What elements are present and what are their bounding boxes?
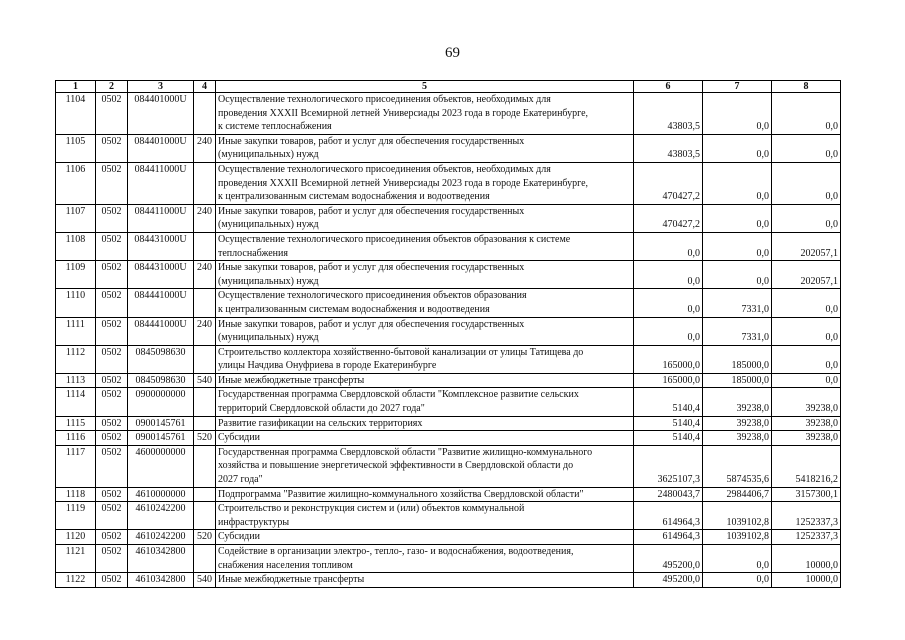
amount-col8-cell: 1252337,3 [772, 530, 841, 545]
section-code-cell: 0502 [96, 162, 128, 204]
amount-col8-cell: 0,0 [772, 289, 841, 317]
row-number-cell: 1122 [56, 573, 96, 588]
column-header: 8 [772, 81, 841, 93]
amount-col8-cell: 39238,0 [772, 416, 841, 431]
description-cell [216, 445, 634, 487]
expense-type-cell [194, 388, 216, 416]
amount-col6-cell: 0,0 [634, 232, 703, 260]
description-cell [216, 530, 634, 545]
table-row [56, 232, 841, 260]
amount-col7-cell: 1039102,8 [703, 530, 772, 545]
amount-col6-cell: 165000,0 [634, 345, 703, 373]
row-number-cell: 1116 [56, 431, 96, 446]
description-line: к централизованным системам водоснабжения и водоотведения [218, 303, 490, 315]
column-header: 4 [194, 81, 216, 93]
expense-type-cell [194, 502, 216, 530]
expense-type-cell [194, 445, 216, 487]
section-code-cell: 0502 [96, 416, 128, 431]
target-article-cell: 0900145761 [128, 431, 194, 446]
amount-col8-cell: 0,0 [772, 93, 841, 135]
amount-col8-cell: 5418216,2 [772, 445, 841, 487]
target-article-cell: 4610242200 [128, 502, 194, 530]
expense-type-cell: 520 [194, 431, 216, 446]
description-line: Иные закупки товаров, работ и услуг для обеспечения государственных [218, 205, 525, 217]
target-article-cell: 084441000U [128, 289, 194, 317]
amount-col8-cell: 202057,1 [772, 232, 841, 260]
target-article-cell: 084431000U [128, 232, 194, 260]
amount-col6-cell: 614964,3 [634, 530, 703, 545]
expense-type-cell [194, 289, 216, 317]
section-code-cell: 0502 [96, 445, 128, 487]
section-code-cell: 0502 [96, 431, 128, 446]
row-number-cell: 1108 [56, 232, 96, 260]
row-number-cell: 1106 [56, 162, 96, 204]
amount-col7-cell: 0,0 [703, 232, 772, 260]
amount-col8-cell: 1252337,3 [772, 502, 841, 530]
description-line: Иные закупки товаров, работ и услуг для обеспечения государственных [218, 262, 525, 274]
amount-col7-cell: 39238,0 [703, 388, 772, 416]
section-code-cell: 0502 [96, 204, 128, 232]
row-number-cell: 1118 [56, 487, 96, 502]
table-row [56, 445, 841, 487]
expense-type-cell: 240 [194, 261, 216, 289]
description-line: Государственная программа Свердловской области "Развитие жилищно-коммунального [218, 446, 593, 458]
amount-col8-cell: 0,0 [772, 373, 841, 388]
amount-col6-cell: 3625107,3 [634, 445, 703, 487]
row-number-cell: 1117 [56, 445, 96, 487]
section-code-cell: 0502 [96, 502, 128, 530]
target-article-cell: 4610342800 [128, 545, 194, 573]
table-row [56, 573, 841, 588]
section-code-cell: 0502 [96, 261, 128, 289]
row-number-cell: 1107 [56, 204, 96, 232]
target-article-cell: 084441000U [128, 317, 194, 345]
table-row [56, 345, 841, 373]
expense-type-cell: 240 [194, 134, 216, 162]
description-line: (муниципальных) нужд [218, 219, 319, 231]
column-header: 5 [216, 81, 634, 93]
amount-col8-cell: 0,0 [772, 204, 841, 232]
table-row [56, 545, 841, 573]
section-code-cell: 0502 [96, 317, 128, 345]
amount-col8-cell: 39238,0 [772, 388, 841, 416]
target-article-cell: 0845098630 [128, 345, 194, 373]
amount-col6-cell: 0,0 [634, 261, 703, 289]
section-code-cell: 0502 [96, 388, 128, 416]
target-article-cell: 084411000U [128, 204, 194, 232]
amount-col7-cell: 0,0 [703, 573, 772, 588]
section-code-cell: 0502 [96, 530, 128, 545]
table-row [56, 261, 841, 289]
amount-col6-cell: 5140,4 [634, 388, 703, 416]
amount-col8-cell: 0,0 [772, 345, 841, 373]
description-line: Иные закупки товаров, работ и услуг для обеспечения государственных [218, 318, 525, 330]
section-code-cell: 0502 [96, 93, 128, 135]
description-cell [216, 232, 634, 260]
column-header: 1 [56, 81, 96, 93]
row-number-cell: 1114 [56, 388, 96, 416]
row-number-cell: 1115 [56, 416, 96, 431]
column-header: 2 [96, 81, 128, 93]
row-number-cell: 1112 [56, 345, 96, 373]
description-line: хозяйства и повышение энергетической эффективности в Свердловской области до [218, 460, 574, 472]
description-line: Осуществление технологического присоединения объектов, необходимых для [218, 163, 551, 175]
description-line: Развитие газификации на сельских территориях [218, 417, 423, 429]
table-row [56, 502, 841, 530]
description-line: Осуществление технологического присоединения объектов, необходимых для [218, 94, 551, 105]
amount-col8-cell: 0,0 [772, 134, 841, 162]
description-cell [216, 134, 634, 162]
row-number-cell: 1119 [56, 502, 96, 530]
table-row [56, 416, 841, 431]
expense-type-cell: 520 [194, 530, 216, 545]
amount-col6-cell: 470427,2 [634, 204, 703, 232]
row-number-cell: 1110 [56, 289, 96, 317]
column-header: 6 [634, 81, 703, 93]
description-cell [216, 345, 634, 373]
amount-col7-cell: 1039102,8 [703, 502, 772, 530]
row-number-cell: 1113 [56, 373, 96, 388]
description-cell [216, 289, 634, 317]
amount-col8-cell: 10000,0 [772, 573, 841, 588]
amount-col8-cell: 202057,1 [772, 261, 841, 289]
expense-type-cell [194, 162, 216, 204]
amount-col7-cell: 39238,0 [703, 416, 772, 431]
amount-col6-cell: 495200,0 [634, 545, 703, 573]
amount-col7-cell: 7331,0 [703, 317, 772, 345]
table-body [56, 81, 841, 588]
description-cell [216, 261, 634, 289]
section-code-cell: 0502 [96, 289, 128, 317]
description-line: Осуществление технологического присоединения объектов образования к системе [218, 233, 571, 245]
description-cell [216, 93, 634, 135]
expense-type-cell: 540 [194, 373, 216, 388]
amount-col7-cell: 7331,0 [703, 289, 772, 317]
amount-col7-cell: 185000,0 [703, 345, 772, 373]
amount-col7-cell: 5874535,6 [703, 445, 772, 487]
table-row [56, 134, 841, 162]
expense-type-cell [194, 93, 216, 135]
table-row [56, 431, 841, 446]
description-line: Содействие в организации электро-, тепло-, газо- и водоснабжения, водоотведения, [218, 546, 574, 557]
amount-col8-cell: 0,0 [772, 317, 841, 345]
amount-col7-cell: 0,0 [703, 162, 772, 204]
description-line: к централизованным системам водоснабжения и водоотведения [218, 191, 490, 203]
section-code-cell: 0502 [96, 373, 128, 388]
amount-col6-cell: 5140,4 [634, 416, 703, 431]
amount-col7-cell: 185000,0 [703, 373, 772, 388]
description-line: Субсидии [218, 432, 260, 444]
description-line: инфраструктуры [218, 516, 290, 528]
amount-col8-cell: 0,0 [772, 162, 841, 204]
description-line: к системе теплоснабжения [218, 121, 332, 133]
amount-col8-cell: 3157300,1 [772, 487, 841, 502]
description-line: Осуществление технологического присоединения объектов образования [218, 290, 527, 302]
amount-col7-cell: 2984406,7 [703, 487, 772, 502]
description-line: Государственная программа Свердловской области "Комплексное развитие сельских [218, 389, 579, 401]
table-row [56, 530, 841, 545]
amount-col6-cell: 2480043,7 [634, 487, 703, 502]
target-article-cell: 4610342800 [128, 573, 194, 588]
description-line: улицы Начдива Онуфриева в городе Екатеринбурге [218, 360, 437, 372]
row-number-cell: 1104 [56, 93, 96, 135]
amount-col6-cell: 0,0 [634, 317, 703, 345]
expense-type-cell: 240 [194, 204, 216, 232]
description-cell [216, 388, 634, 416]
table-row [56, 373, 841, 388]
description-cell [216, 373, 634, 388]
target-article-cell: 0900145761 [128, 416, 194, 431]
amount-col6-cell: 614964,3 [634, 502, 703, 530]
amount-col6-cell: 495200,0 [634, 573, 703, 588]
description-cell [216, 162, 634, 204]
description-line: проведения XXXII Всемирной летней Универсиады 2023 года в городе Екатеринбурге, [218, 177, 589, 189]
table-row [56, 317, 841, 345]
target-article-cell: 4600000000 [128, 445, 194, 487]
target-article-cell: 0900000000 [128, 388, 194, 416]
description-line: Иные закупки товаров, работ и услуг для обеспечения государственных [218, 135, 525, 147]
description-cell [216, 573, 634, 588]
amount-col6-cell: 43803,5 [634, 134, 703, 162]
amount-col6-cell: 43803,5 [634, 93, 703, 135]
description-line: (муниципальных) нужд [218, 332, 319, 344]
description-cell [216, 317, 634, 345]
expense-type-cell [194, 345, 216, 373]
target-article-cell: 4610242200 [128, 530, 194, 545]
description-line: территорий Свердловской области до 2027 года" [218, 403, 425, 415]
amount-col7-cell: 0,0 [703, 204, 772, 232]
description-line: (муниципальных) нужд [218, 275, 319, 287]
table-row [56, 204, 841, 232]
target-article-cell: 084401000U [128, 93, 194, 135]
column-header: 7 [703, 81, 772, 93]
table-row [56, 289, 841, 317]
description-line: Субсидии [218, 531, 260, 543]
table-row [56, 93, 841, 135]
table-row [56, 487, 841, 502]
amount-col6-cell: 0,0 [634, 289, 703, 317]
target-article-cell: 084401000U [128, 134, 194, 162]
expense-type-cell [194, 487, 216, 502]
target-article-cell: 084431000U [128, 261, 194, 289]
amount-col8-cell: 39238,0 [772, 431, 841, 446]
amount-col7-cell: 0,0 [703, 93, 772, 135]
target-article-cell: 084411000U [128, 162, 194, 204]
description-line: Строительство коллектора хозяйственно-бытовой канализации от улицы Татищева до [218, 346, 584, 358]
target-article-cell: 4610000000 [128, 487, 194, 502]
description-line: 2027 года" [218, 474, 263, 486]
section-code-cell: 0502 [96, 134, 128, 162]
table-row [56, 162, 841, 204]
description-line: Строительство и реконструкция систем и (или) объектов коммунальной [218, 503, 525, 515]
expense-type-cell [194, 232, 216, 260]
amount-col7-cell: 0,0 [703, 134, 772, 162]
section-code-cell: 0502 [96, 345, 128, 373]
budget-table [55, 80, 841, 588]
section-code-cell: 0502 [96, 573, 128, 588]
table-row [56, 388, 841, 416]
column-header: 3 [128, 81, 194, 93]
amount-col6-cell: 470427,2 [634, 162, 703, 204]
description-line: проведения XXXII Всемирной летней Универсиады 2023 года в городе Екатеринбурге, [218, 107, 589, 119]
row-number-cell: 1120 [56, 530, 96, 545]
amount-col6-cell: 5140,4 [634, 431, 703, 446]
page-number: 69 [445, 45, 460, 61]
amount-col7-cell: 39238,0 [703, 431, 772, 446]
expense-type-cell: 240 [194, 317, 216, 345]
description-cell [216, 487, 634, 502]
description-line: (муниципальных) нужд [218, 149, 319, 161]
description-line: теплоснабжения [218, 247, 288, 259]
section-code-cell: 0502 [96, 545, 128, 573]
amount-col7-cell: 0,0 [703, 545, 772, 573]
row-number-cell: 1111 [56, 317, 96, 345]
description-line: снабжения населения топливом [218, 559, 353, 571]
target-article-cell: 0845098630 [128, 373, 194, 388]
row-number-cell: 1109 [56, 261, 96, 289]
expense-type-cell: 540 [194, 573, 216, 588]
section-code-cell: 0502 [96, 232, 128, 260]
description-line: Подпрограмма "Развитие жилищно-коммунального хозяйства Свердловской области" [218, 488, 584, 500]
description-cell [216, 545, 634, 573]
row-number-cell: 1105 [56, 134, 96, 162]
row-number-cell: 1121 [56, 545, 96, 573]
description-cell [216, 431, 634, 446]
table-header-row [56, 81, 841, 93]
description-cell [216, 204, 634, 232]
amount-col7-cell: 0,0 [703, 261, 772, 289]
description-line: Иные межбюджетные трансферты [218, 374, 365, 386]
description-line: Иные межбюджетные трансферты [218, 574, 365, 586]
description-cell [216, 416, 634, 431]
amount-col8-cell: 10000,0 [772, 545, 841, 573]
expense-type-cell [194, 545, 216, 573]
expense-type-cell [194, 416, 216, 431]
amount-col6-cell: 165000,0 [634, 373, 703, 388]
description-cell [216, 502, 634, 530]
section-code-cell: 0502 [96, 487, 128, 502]
